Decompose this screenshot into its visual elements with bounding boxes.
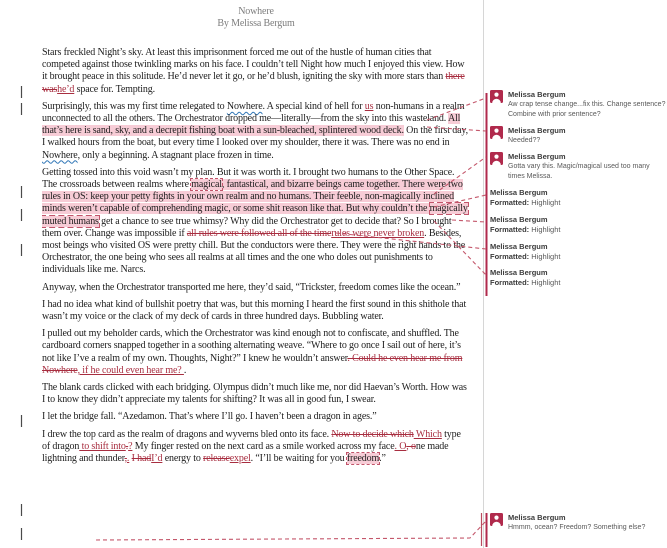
revision-value: Highlight bbox=[531, 225, 561, 234]
comment-author: Melissa Bergum bbox=[508, 152, 566, 161]
comments-panel bbox=[488, 0, 667, 548]
revision-value: Highlight bbox=[531, 278, 561, 287]
revision-type-label: Formatted: bbox=[490, 225, 530, 234]
comment-text: Gotta vary this. Magic/magical used too many times Melissa. bbox=[508, 163, 650, 180]
paragraph[interactable]: I drew the top card as the realm of dragons and wyverns bled onto its face. Now to decide which Which type of dragon to shift into.? My finger rested on the next card as a smile worked across my face. O, one made lightning and thunder,. I hadI’d energy to releaseexpel. “I’ll be waiting for you freedom.” bbox=[42, 428, 461, 465]
revision-author: Melissa Bergum bbox=[490, 268, 548, 277]
user-avatar-icon bbox=[490, 513, 503, 526]
revision-type-label: Formatted: bbox=[490, 278, 530, 287]
format-change-note-2[interactable] bbox=[490, 215, 666, 235]
paragraph[interactable]: The blank cards clicked with each bridging. Olympus didn’t much like me, nor did Haevan’s Worth. How was I to know they didn’t appreciate my talents for shifting? It was all in good fun, I swear. bbox=[42, 382, 467, 406]
comment-card-2[interactable] bbox=[490, 126, 666, 146]
document-title: Nowhere bbox=[238, 6, 274, 17]
revision-value: Highlight bbox=[531, 198, 561, 207]
revision-value: Highlight bbox=[531, 252, 561, 261]
comment-card-1[interactable] bbox=[490, 90, 666, 119]
user-avatar-icon bbox=[490, 90, 503, 103]
paragraph[interactable]: Stars freckled Night’s sky. At least this imprisonment forced me out of the hustle of human cities that competed against those twinkling marks on his face. I couldn’t tell Night how much I enjoyed this view. How it brought peace in this solitude. He’d never let it go, or he’d blush, igniting the sky with more stars than there washe’d space for. Tempting. bbox=[42, 47, 465, 95]
paragraph[interactable]: I pulled out my beholder cards, which the Orchestrator was kind enough not to confiscate, and shuffled. The cardboard corners snapped together in a soothing alternating weave. “Where to go once I sail out of here, it’s not like I’ve a realm of my own. Thoughts, Night?” I knew he wouldn’t answer. Could he even hear me from Nowhere, if he could even hear me? . bbox=[42, 328, 463, 376]
revision-author: Melissa Bergum bbox=[490, 242, 548, 251]
comment-author: Melissa Bergum bbox=[508, 126, 566, 135]
paragraph[interactable]: Surprisingly, this was my first time relegated to Nowhere. A special kind of hell for us non-humans in a realm unconnected to all the others. The Orchestrator dropped me—literally—from the sky into this wasteland. All that’s here is sand, sky, and a decrepit fishing boat with a sun-bleached, splintered wood deck. On the first day, I walked hours from the boat, but every time I looked over my shoulder, there it was. There was no end in Nowhere, only a beginning. A stagnant place frozen in time. bbox=[42, 100, 468, 161]
paragraph[interactable]: I had no idea what kind of bullshit poetry that was, but this morning I heard the first sound in this shithole that wasn’t my voice or the clack of my deck of cards in three hundred days. Bubbling water. bbox=[42, 298, 467, 323]
comment-author: Melissa Bergum bbox=[508, 513, 566, 522]
comment-card-3[interactable] bbox=[490, 152, 666, 181]
revision-author: Melissa Bergum bbox=[490, 188, 548, 197]
comments-panel-divider bbox=[483, 0, 484, 548]
comment-text: Hmmm, ocean? Freedom? Something else? bbox=[508, 524, 646, 531]
paragraph[interactable]: Anyway, when the Orchestrator transported me here, they’d said, “Trickster, freedom comes like the ocean.” bbox=[42, 281, 461, 293]
revision-author: Melissa Bergum bbox=[490, 215, 548, 224]
document-byline: By Melissa Bergum bbox=[217, 18, 295, 29]
revision-type-label: Formatted: bbox=[490, 252, 530, 261]
user-avatar-icon bbox=[490, 152, 503, 165]
format-change-note-1[interactable] bbox=[490, 188, 666, 208]
format-change-note-4[interactable] bbox=[490, 268, 666, 288]
comment-card-4[interactable] bbox=[490, 513, 666, 533]
user-avatar-icon bbox=[490, 126, 503, 139]
document-page[interactable] bbox=[42, 6, 470, 548]
format-change-note-3[interactable] bbox=[490, 242, 666, 262]
paragraph[interactable]: I let the bridge fall. “Azedamon. That’s where I’ll go. I haven’t been a dragon in ages.” bbox=[42, 411, 377, 423]
revision-type-label: Formatted: bbox=[490, 198, 530, 207]
document-body[interactable] bbox=[42, 47, 470, 465]
comment-text: Needed?? bbox=[508, 137, 541, 144]
paragraph[interactable]: Getting tossed into this void wasn’t my plan. But it was worth it. I brought two humans to the Other Space. The crossroads between realms where magical, fantastical, and bizarre beings came together. There were two rules in OS: keep your petty fights in your own realm and no humans. Their feeble, non-magically inclined minds weren’t capable of comprehending magic, or some shit reason like that. But why couldn’t the magically muted humans get a chance to see true whimsy? Why did the Orchestrator get to decide that? So I brought them over. Change was impossible if all rules were followed all of the timerules were never broken. Besides, most beings who visited OS were pretty chill. But the conductors were there. They were the right hands to the Orchestrator, the one being who sees all realms at all times and the one who doles out punishments to individuals like me. Narcs. bbox=[42, 166, 468, 276]
comment-author: Melissa Bergum bbox=[508, 90, 566, 99]
comment-text: Aw crap tense change...fix this. Change sentence? Combine with prior sentence? bbox=[508, 101, 666, 118]
